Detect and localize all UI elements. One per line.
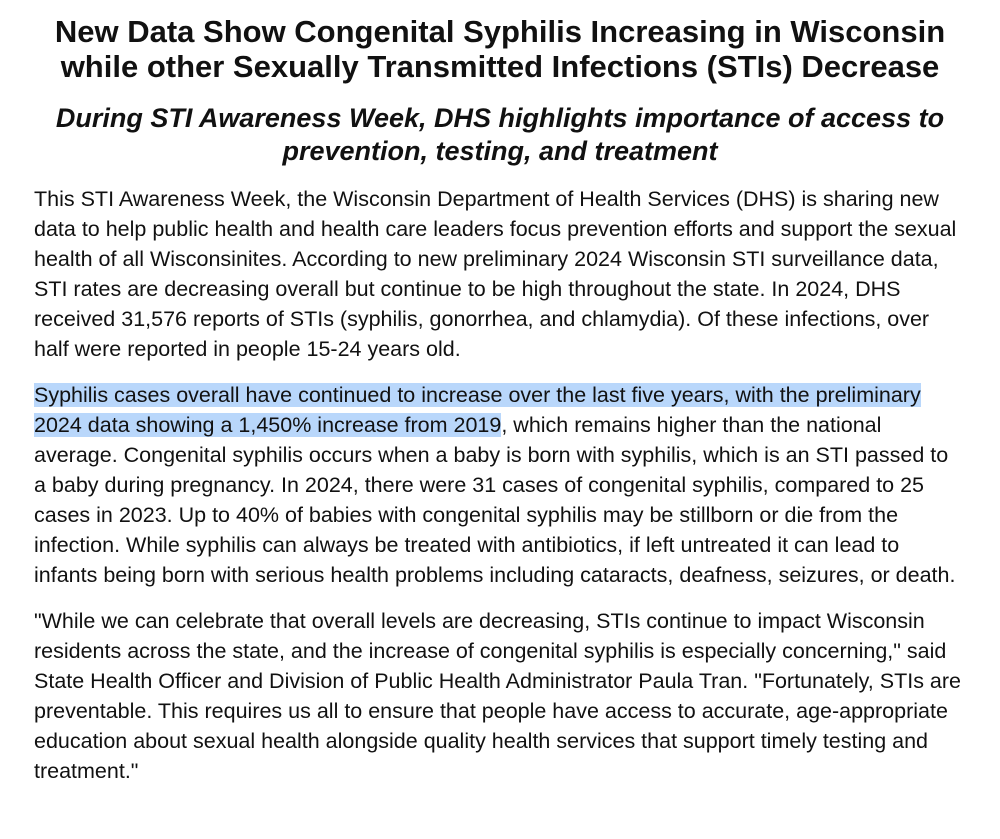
page-title: New Data Show Congenital Syphilis Increasing in Wisconsin while other Sexually Transmitted Infections (STIs) Decrease	[54, 14, 946, 84]
text-selection-highlight[interactable]: Syphilis cases overall have continued to increase over the last five years, with the preliminary 2024 data showing a 1,450% increase from 2019	[34, 383, 921, 437]
paragraph-syphilis	[34, 380, 966, 590]
paragraph-quote: "While we can celebrate that overall levels are decreasing, STIs continue to impact Wisconsin residents across the state, and the increase of congenital syphilis is especially concerning," said State Health Officer and Division of Public Health Administrator Paula Tran. "Fortunately, STIs are preventable. This requires us all to ensure that people have access to accurate, age-appropriate education about sexual health alongside quality health services that support timely testing and treatment."	[34, 609, 961, 783]
paragraph-syphilis-rest: , which remains higher than the national average. Congenital syphilis occurs when a baby is born with syphilis, which is an STI passed to a baby during pregnancy. In 2024, there were 31 cases of congenital syphilis, compared to 25 cases in 2023. Up to 40% of babies with congenital syphilis may be stillborn or die from the infection. While syphilis can always be treated with antibiotics, if left untreated it can lead to infants being born with serious health problems including cataracts, deafness, seizures, or death.	[34, 413, 956, 587]
page-subtitle: During STI Awareness Week, DHS highlights importance of access to prevention, testing, and treatment	[55, 103, 945, 166]
paragraph-intro: This STI Awareness Week, the Wisconsin Department of Health Services (DHS) is sharing new data to help public health and health care leaders focus prevention efforts and support the sexual health of all Wisconsinites. According to new preliminary 2024 Wisconsin STI surveillance data, STI rates are decreasing overall but continue to be high throughout the state. In 2024, DHS received 31,576 reports of STIs (syphilis, gonorrhea, and chlamydia). Of these infections, over half were reported in people 15-24 years old.	[34, 187, 957, 361]
